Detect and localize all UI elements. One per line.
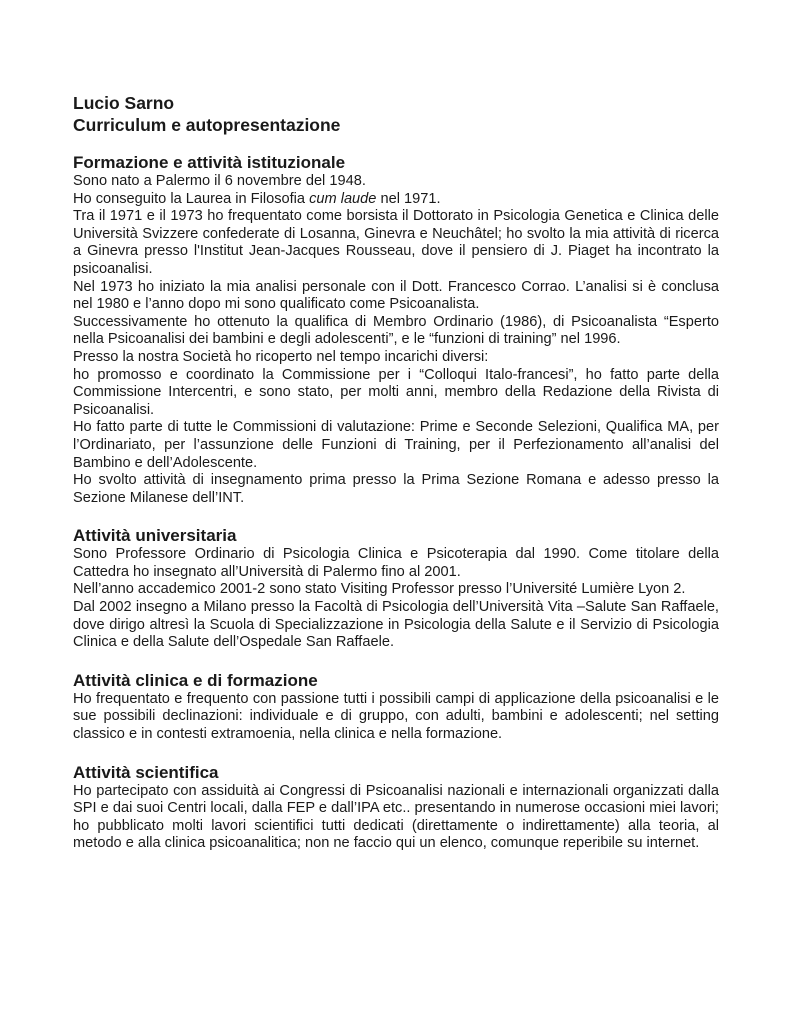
paragraph: Ho fatto parte di tutte le Commissioni di valutazione: Prime e Seconde Selezioni, Qualifica MA, per l’Ordinariato, per l’assunzione delle Funzioni di Training, per il Perfezionamento all’analisi del Bambino e dell’Adolescente. <box>73 419 719 471</box>
paragraph: ho promosso e coordinato la Commissione per i “Colloqui Italo-francesi”, ho fatto parte della Commissione Intercentri, e sono stato, per molti anni, membro della Redazione della Rivista di Psicoanalisi. <box>73 366 719 418</box>
italic-text: cum laude <box>309 190 377 207</box>
paragraph: Presso la nostra Società ho ricoperto nel tempo incarichi diversi: <box>73 348 489 365</box>
paragraph: Ho svolto attività di insegnamento prima presso la Prima Sezione Romana e adesso presso la Sezione Milanese dell’INT. <box>73 472 719 506</box>
spacer <box>73 744 719 762</box>
paragraph: Dal 2002 insegno a Milano presso la Facoltà di Psicologia dell’Università Vita –Salute San Raffaele, dove dirigo altresì la Scuola di Specializzazione in Psicologia della Salute e il Servizio di Psicologia Clinica e della Salute dell’Ospedale San Raffaele. <box>73 599 719 651</box>
paragraph: Sono Professore Ordinario di Psicologia Clinica e Psicoterapia dal 1990. Come titolare della Cattedra ho insegnato all’Università di Palermo fino al 2001. <box>73 546 719 580</box>
spacer <box>73 652 719 670</box>
paragraph: Ho frequentato e frequento con passione tutti i possibili campi di applicazione della psicoanalisi e le sue possibili declinazioni: individuale e di gruppo, con adulti, bambini e adolescenti; nel setting classico e in contesti extramoenia, nella clinica e nella formazione. <box>73 690 719 743</box>
document-page <box>73 92 719 853</box>
paragraph: Tra il 1971 e il 1973 ho frequentato come borsista il Dottorato in Psicologia Genetica e Clinica delle Università Svizzere confederate di Losanna, Ginevra e Neuchâtel; ho svolto la mia attività di ricerca a Ginevra presso l'Institut Jean-Jacques Rousseau, dove il pensiero di J. Piaget ha incontrato la psicoanalisi. <box>73 208 719 277</box>
section-heading: Attività universitaria <box>73 526 237 546</box>
paragraph: Ho partecipato con assiduità ai Congressi di Psicoanalisi nazionali e internazionali organizzati dalla SPI e dai suoi Centri locali, dalla FEP e dall’IPA etc.. presentando in numerose occasioni miei lavori; ho pubblicato molti lavori scientifici tutti dedicati (direttamente o indirettamente) alla teoria, al metodo e alla clinica psicoanalitica; non ne faccio qui un elenco, comunque reperibile su internet. <box>73 782 719 852</box>
paragraph: Nel 1973 ho iniziato la mia analisi personale con il Dott. Francesco Corrao. L’analisi si è conclusa nel 1980 e l’anno dopo mi sono qualificato come Psicoanalista. <box>73 278 719 313</box>
section-scientifica <box>73 762 719 853</box>
paragraph: Sono nato a Palermo il 6 novembre del 1948. <box>73 173 366 189</box>
author-name: Lucio Sarno <box>73 93 175 113</box>
document-title: Curriculum e autopresentazione <box>73 115 341 135</box>
paragraph: Nell’anno accademico 2001-2 sono stato Visiting Professor presso l’Université Lumière Lyon 2. <box>73 581 686 598</box>
section-heading: Attività scientifica <box>73 762 219 782</box>
section-formazione <box>73 152 719 507</box>
paragraph: Successivamente ho ottenuto la qualifica di Membro Ordinario (1986), di Psicoanalista “Esperto nella Psicoanalisi dei bambini e degli adolescenti”, e le “funzioni di training” nel 1996. <box>73 313 719 348</box>
section-heading: Attività clinica e di formazione <box>73 670 318 690</box>
section-heading: Formazione e attività istituzionale <box>73 153 346 172</box>
spacer <box>73 507 719 525</box>
spacer <box>73 136 719 152</box>
section-universitaria <box>73 525 719 652</box>
section-clinica <box>73 670 719 744</box>
text-run: Ho conseguito la Laurea in Filosofia <box>73 190 310 207</box>
text-run: nel 1971. <box>376 190 441 207</box>
paragraph <box>73 191 719 209</box>
